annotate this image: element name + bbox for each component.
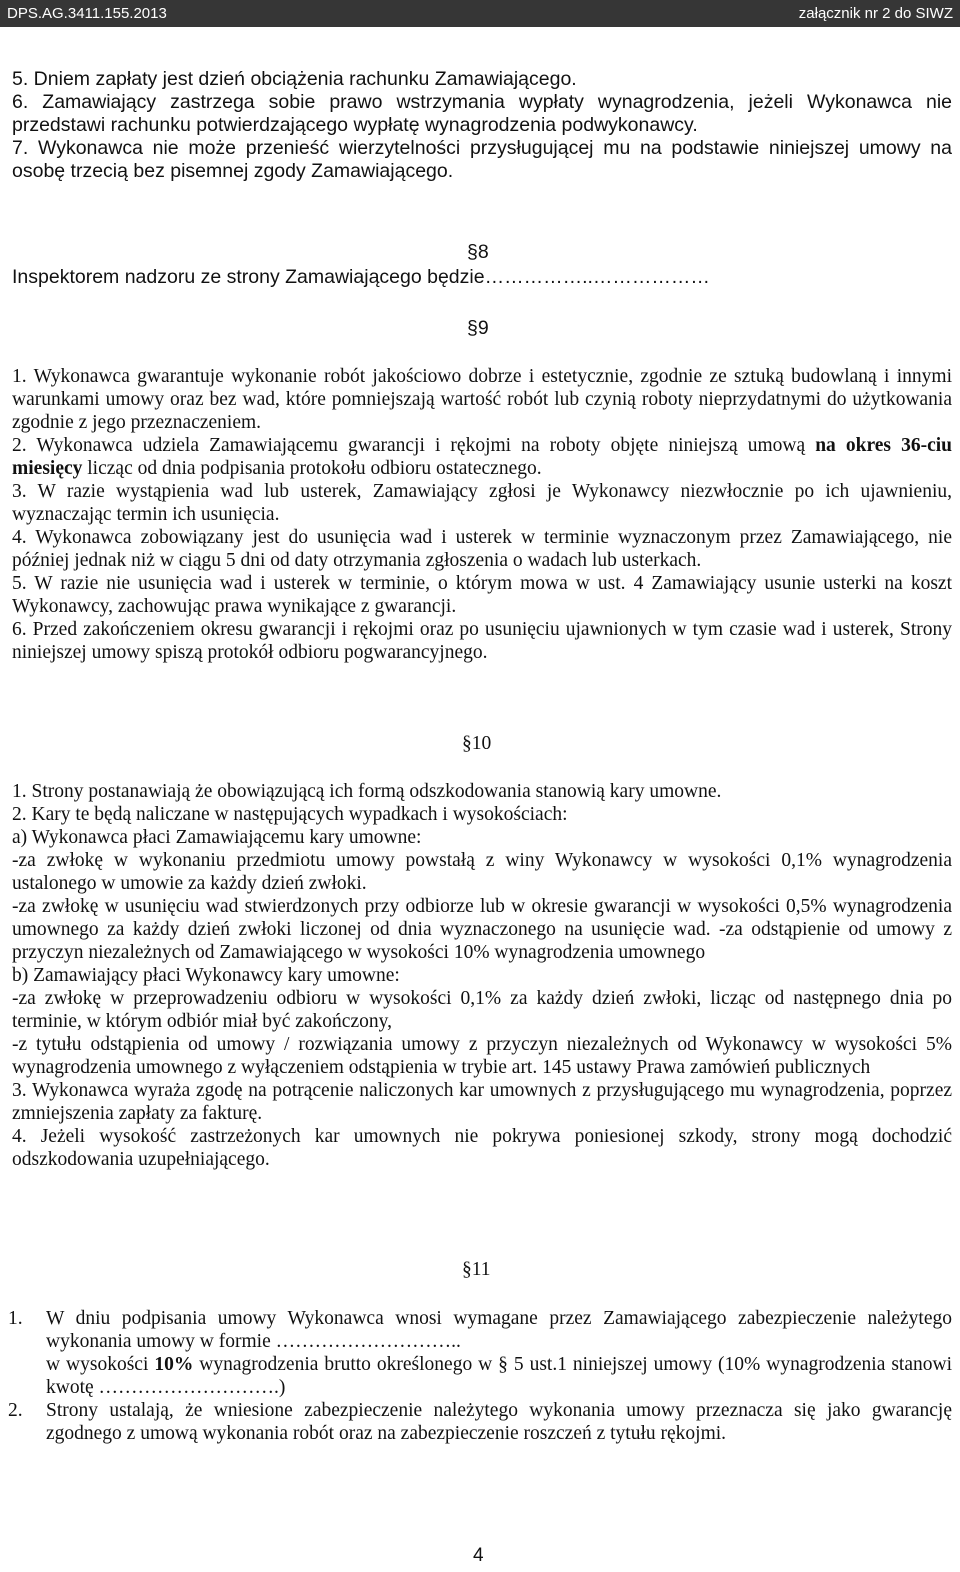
s11-number-2: 2. xyxy=(8,1400,23,1421)
security-percentage: 10% xyxy=(154,1354,194,1375)
payment-terms xyxy=(12,68,952,183)
section-8-text: Inspektorem nadzoru ze strony Zamawiającego będzie……………..……………… xyxy=(12,266,710,288)
s9-paragraph-2 xyxy=(12,434,952,480)
document-reference: DPS.AG.3411.155.2013 xyxy=(7,5,167,22)
s9-paragraph-6: 6. Przed zakończeniem okresu gwarancji i rękojmi oraz po usunięciu ujawnionych w tym czasie wad i usterek, Strony niniejszej umowy spiszą protokół odbioru pogwarancyjnego. xyxy=(12,619,952,663)
attachment-label: załącznik nr 2 do SIWZ xyxy=(798,5,953,22)
section-8-heading: §8 xyxy=(467,241,489,263)
s9-paragraph-5: 5. W razie nie usunięcia wad i usterek w terminie, o którym mowa w ust. 4 Zamawiający usunie usterki na koszt Wykonawcy, zachowując prawa wynikające z gwarancji. xyxy=(12,573,952,617)
s10-a-item-2: -za zwłokę w usunięciu wad stwierdzonych przy odbiorze lub w okresie gwarancji w wysokości 0,5% wynagrodzenia umownego za każdy dzień zwłoki liczonej od dnia wyznaczonego na usunięcie wad. -za odstąpienie od umowy z przyczyn niezależnych od Zamawiającego w wysokości 10% wynagrodzenia umownego xyxy=(12,896,952,963)
s10-a-item-1: -za zwłokę w wykonaniu przedmiotu umowy powstałą z winy Wykonawcy w wysokości 0,1% wynagrodzenia ustalonego w umowie za każdy dzień zwłoki. xyxy=(12,850,952,894)
page-number: 4 xyxy=(473,1545,484,1566)
s10-paragraph-1: 1. Strony postanawiają że obowiązującą ich formą odszkodowania stanowią kary umowne. xyxy=(12,781,722,802)
s11-item-1-line-1: W dniu podpisania umowy Wykonawca wnosi wymagane przez Zamawiającego zabezpieczenie należytego wykonania umowy w formie ……………………….. xyxy=(46,1308,952,1352)
section-11-body xyxy=(8,1307,952,1445)
s9-p2-text-end: licząc od dnia podpisania protokołu odbioru ostatecznego. xyxy=(82,458,542,479)
section-9-body xyxy=(12,365,952,664)
section-9-heading: §9 xyxy=(467,317,489,339)
section-10-body xyxy=(12,780,952,1171)
warranty-period: na okres 36-ciu miesięcy xyxy=(12,435,952,479)
s11-item-1-line-2 xyxy=(46,1353,952,1399)
s10-paragraph-3: 3. Wykonawca wyraża zgodę na potrącenie naliczonych kar umownych z przysługującego mu wynagrodzenia, poprzez zmniejszenia zapłaty za fakturę. xyxy=(12,1080,952,1124)
s10-b-item-1: -za zwłokę w przeprowadzeniu odbioru w wysokości 0,1% za każdy dzień zwłoki, licząc od następnego dnia po terminie, w którym odbiór miał być zakończony, xyxy=(12,988,952,1032)
s11-item-2-text: Strony ustalają, że wniesione zabezpieczenie należytego wykonania umowy przeznacza się jako gwarancję zgodnego z umową wykonania robót oraz na zabezpieczenie roszczeń z tytułu rękojmi. xyxy=(46,1400,952,1444)
s10-list-b-label: b) Zamawiający płaci Wykonawcy kary umowne: xyxy=(12,965,400,986)
s9-paragraph-3: 3. W razie wystąpienia wad lub usterek, Zamawiający zgłosi je Wykonawcy niezwłocznie po ich ujawnieniu, wyznaczając termin ich usunięcia. xyxy=(12,481,952,525)
s10-b-item-2: -z tytułu odstąpienia od umowy / rozwiązania umowy z przyczyn niezależnych od Wykonawcy w wysokości 5% wynagrodzenia umownego z wyłączeniem odstąpienia w trybie art. 145 ustawy Prawa zamówień publicznych xyxy=(12,1034,952,1078)
s11-item-2 xyxy=(8,1399,952,1445)
s11-amount-text-end: wynagrodzenia brutto określonego w § 5 ust.1 niniejszej umowy (10% wynagrodzenia stanowi kwotę ……………………….) xyxy=(46,1354,952,1398)
page-header xyxy=(0,0,960,27)
s11-item-1 xyxy=(8,1307,952,1399)
s9-paragraph-1: 1. Wykonawca gwarantuje wykonanie robót jakościowo dobrze i estetycznie, zgodnie ze sztuką budowlaną i innymi warunkami umowy oraz bez wad, które pomniejszają wartość robót lub czynią roboty nieprzydatnymi do użytkowania zgodnie z jego przeznaczeniem. xyxy=(12,366,952,433)
s10-paragraph-4: 4. Jeżeli wysokość zastrzeżonych kar umownych nie pokrywa poniesionej szkody, strony mogą dochodzić odszkodowania uzupełniającego. xyxy=(12,1126,952,1170)
item-7: 7. Wykonawca nie może przenieść wierzytelności przysługującej mu na podstawie niniejszej umowy na osobę trzecią bez pisemnej zgody Zamawiającego. xyxy=(12,137,952,182)
item-5: 5. Dniem zapłaty jest dzień obciążenia rachunku Zamawiającego. xyxy=(12,68,577,90)
s11-number-1: 1. xyxy=(8,1308,23,1329)
s9-p2-text: 2. Wykonawca udziela Zamawiającemu gwarancji i rękojmi na roboty objęte niniejszą umową xyxy=(12,435,816,456)
s10-list-a-label: a) Wykonawca płaci Zamawiającemu kary umowne: xyxy=(12,827,422,848)
item-6: 6. Zamawiający zastrzega sobie prawo wstrzymania wypłaty wynagrodzenia, jeżeli Wykonawca nie przedstawi rachunku potwierdzającego wypłatę wynagrodzenia podwykonawcy. xyxy=(12,91,952,136)
section-11-heading: §11 xyxy=(462,1259,491,1280)
s11-amount-text: w wysokości xyxy=(46,1354,155,1375)
s10-paragraph-2: 2. Kary te będą naliczane w następujących wypadkach i wysokościach: xyxy=(12,804,568,825)
section-10-heading: §10 xyxy=(462,733,492,754)
s9-paragraph-4: 4. Wykonawca zobowiązany jest do usunięcia wad i usterek w terminie wyznaczonym przez Zamawiającego, nie później jednak niż w ciągu 5 dni od daty otrzymania zgłoszenia o wadach lub usterkach. xyxy=(12,527,952,571)
